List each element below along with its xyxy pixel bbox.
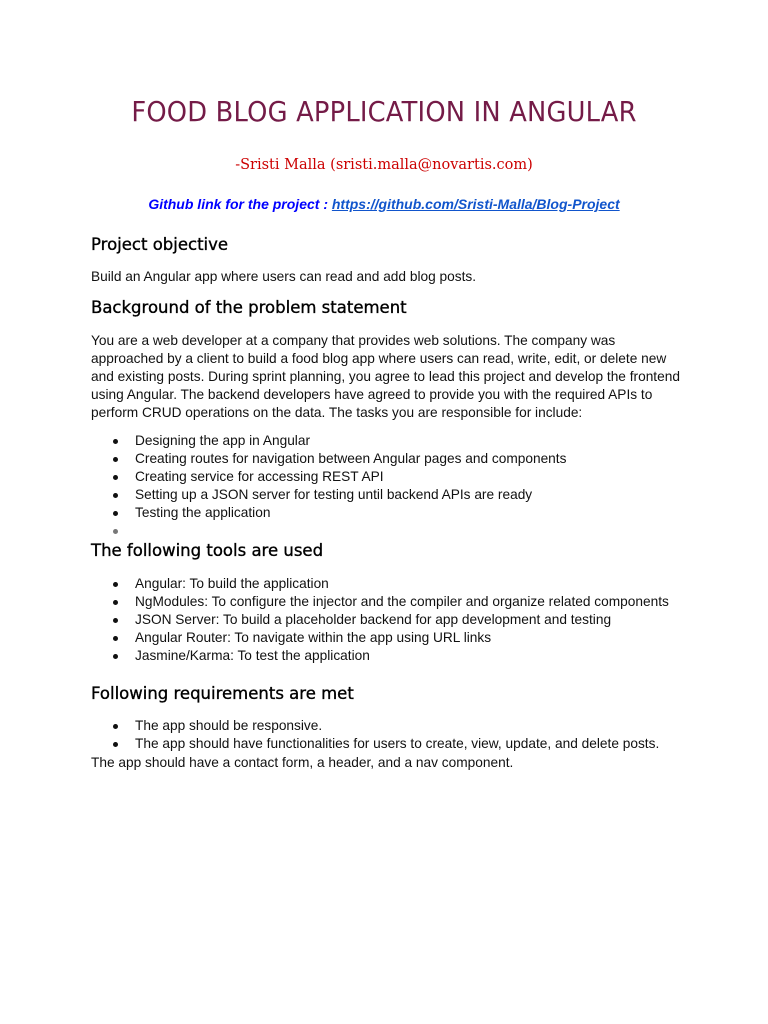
list-item: Testing the application: [91, 504, 566, 522]
bullet-icon: [113, 582, 118, 587]
github-label: Github link for the project :: [148, 196, 332, 212]
bullet-icon: [113, 618, 118, 623]
list-item: Designing the app in Angular: [91, 432, 566, 450]
heading-background: Background of the problem statement: [91, 298, 407, 317]
requirements-list: [91, 717, 659, 753]
list-item: Creating service for accessing REST API: [91, 468, 566, 486]
list-item: Setting up a JSON server for testing until backend APIs are ready: [91, 486, 566, 504]
list-item: Angular Router: To navigate within the app using URL links: [91, 629, 669, 647]
tools-list: [91, 575, 669, 665]
bullet-icon: [113, 475, 118, 480]
document-title: FOOD BLOG APPLICATION IN ANGULAR: [131, 95, 637, 128]
author-line: -Sristi Malla (sristi.malla@novartis.com): [235, 157, 533, 173]
bullet-icon: [113, 724, 118, 729]
bullet-icon: [113, 742, 118, 747]
list-item: NgModules: To configure the injector and the compiler and organize related components: [91, 593, 669, 611]
github-line: [0, 195, 768, 213]
heading-tools: The following tools are used: [91, 541, 324, 560]
list-item-empty: [91, 522, 566, 540]
heading-requirements: Following requirements are met: [91, 684, 354, 703]
bullet-icon: [113, 457, 118, 462]
bullet-icon: [113, 636, 118, 641]
list-item: The app should have functionalities for users to create, view, update, and delete posts.: [91, 735, 659, 753]
bullet-icon: [113, 493, 118, 498]
bullet-icon: [113, 511, 118, 516]
list-item: Angular: To build the application: [91, 575, 669, 593]
objective-text: Build an Angular app where users can read and add blog posts.: [91, 269, 477, 284]
task-list: [91, 432, 566, 540]
bullet-icon: [113, 439, 118, 444]
list-item: JSON Server: To build a placeholder backend for app development and testing: [91, 611, 669, 629]
github-link[interactable]: https://github.com/Sristi-Malla/Blog-Project: [331, 196, 620, 212]
list-item: Creating routes for navigation between Angular pages and components: [91, 450, 566, 468]
requirements-trailing-text: The app should have a contact form, a header, and a nav component.: [91, 755, 514, 770]
list-item: Jasmine/Karma: To test the application: [91, 647, 669, 665]
background-paragraph: You are a web developer at a company that provides web solutions. The company was approached by a client to build a food blog app where users can read, write, edit, or delete new and existing posts. During sprint planning, you agree to lead this project and develop the frontend using Angular. The backend developers have agreed to provide you with the required APIs to perform CRUD operations on the data. The tasks you are responsible for include:: [91, 333, 680, 420]
bullet-icon: [113, 654, 118, 659]
heading-project-objective: Project objective: [91, 235, 229, 254]
bullet-icon: [113, 529, 118, 534]
list-item: The app should be responsive.: [91, 717, 659, 735]
bullet-icon: [113, 600, 118, 605]
